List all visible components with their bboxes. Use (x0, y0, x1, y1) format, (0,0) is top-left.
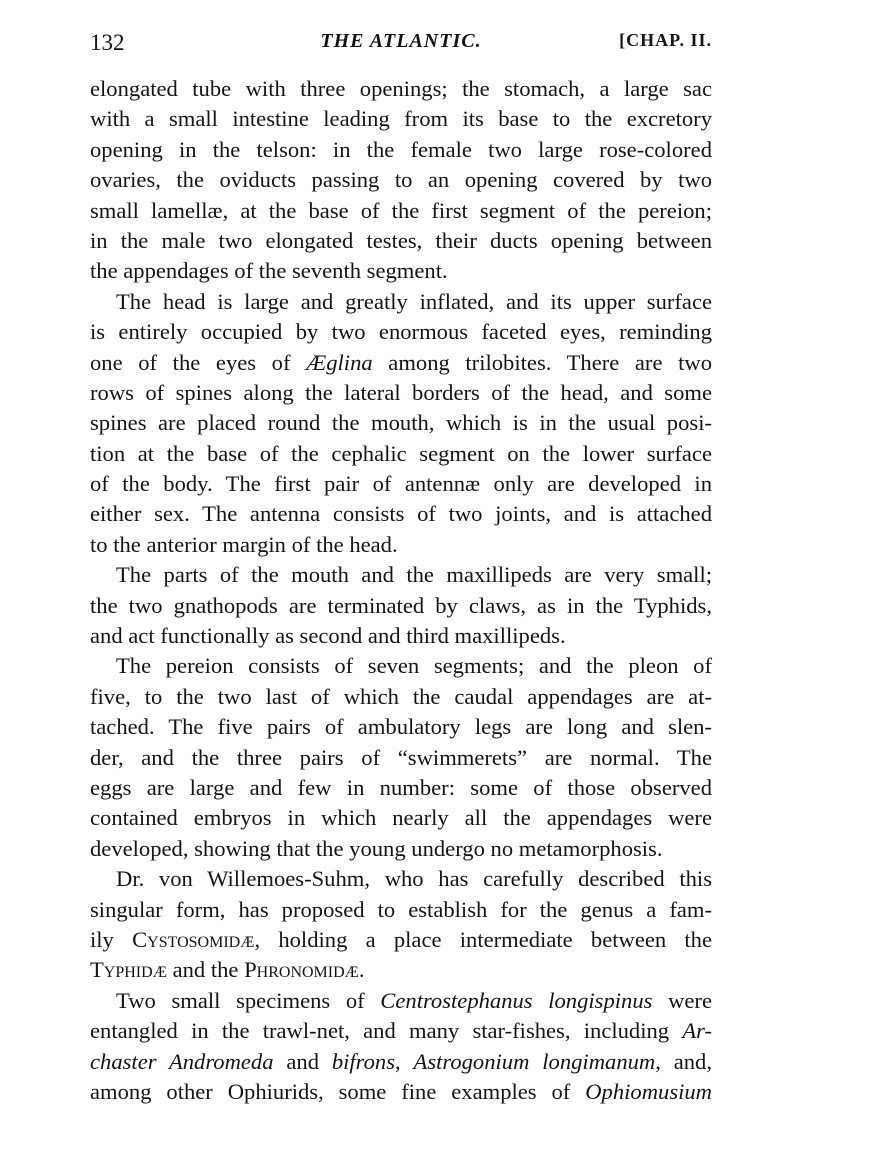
text-line: five, to the two last of which the caudal appendages are at- (90, 683, 712, 709)
text-line: contained embryos in which nearly all the appendages were (90, 805, 712, 831)
paragraph (90, 560, 712, 651)
page-number: 132 (90, 30, 125, 55)
text-line: the appendages of the seventh segment. (90, 258, 448, 284)
text-line: opening in the telson: in the female two large rose-colored (90, 136, 712, 162)
running-title: THE ATLANTIC. (320, 30, 482, 52)
paragraph (90, 74, 712, 287)
text-line: developed, showing that the young undergo no metamorphosis. (90, 835, 663, 861)
text-run: were (652, 987, 712, 1013)
text-line: tion at the base of the cephalic segment on the lower surface (90, 440, 712, 466)
paragraph (90, 864, 712, 986)
text-line (90, 348, 712, 378)
text-run: Two small specimens of (116, 987, 381, 1013)
genus-name: Ophiomusium (585, 1078, 712, 1104)
text-line (90, 986, 712, 1016)
text-line: small lamellæ, at the base of the first segment of the pereion; (90, 197, 712, 223)
text-line (90, 955, 712, 985)
text-run: entangled in the trawl-net, and many star-fishes, including (90, 1018, 683, 1044)
text-line: of the body. The first pair of antennæ only are developed in (90, 471, 712, 497)
text-line (90, 1016, 712, 1046)
text-run: and the (166, 957, 245, 983)
species-name: bifrons (331, 1048, 396, 1074)
family-name: Phronomidæ (244, 957, 359, 983)
genus-name: Æglina (306, 349, 373, 375)
text-run: ily (90, 926, 133, 952)
text-run: among trilobites. There are two (372, 349, 712, 375)
text-line: to the anterior margin of the head. (90, 531, 398, 557)
text-line: rows of spines along the lateral borders of the head, and some (90, 379, 712, 405)
chapter-reference: [CHAP. II. (619, 30, 712, 50)
text-line: spines are placed round the mouth, which is in the usual posi- (90, 410, 712, 436)
body-text (90, 74, 712, 1107)
running-head (90, 30, 712, 64)
text-line: The pereion consists of seven segments; and the pleon of (116, 653, 712, 679)
species-name: chaster Andromeda (90, 1048, 274, 1074)
text-line: ovaries, the oviducts passing to an opening covered by two (90, 167, 712, 193)
paragraph (90, 287, 712, 561)
family-name: Cystosomidæ (132, 926, 255, 952)
species-name: Centrostephanus longispinus (380, 987, 653, 1013)
text-line: the two gnathopods are terminated by claws, as in the Typhids, (90, 592, 712, 618)
species-name: Astrogonium longimanum (413, 1048, 656, 1074)
text-run: one of the eyes of (90, 349, 307, 375)
text-run: and (273, 1048, 332, 1074)
text-line (90, 1047, 712, 1077)
text-line (90, 925, 712, 955)
text-line: elongated tube with three openings; the stomach, a large sac (90, 76, 712, 101)
family-name: Typhidæ (90, 957, 167, 983)
text-run: , holding a place intermediate between the (254, 926, 713, 952)
text-line: der, and the three pairs of “swimmerets” are normal. The (90, 744, 712, 770)
text-line: singular form, has proposed to establish for the genus a fam- (90, 896, 712, 922)
text-line: Dr. von Willemoes-Suhm, who has carefully described this (116, 866, 712, 892)
text-line: eggs are large and few in number: some of those observed (90, 774, 712, 800)
text-run: , and, (655, 1048, 712, 1074)
text-line: The head is large and greatly inflated, and its upper surface (116, 288, 712, 314)
paragraph (90, 986, 712, 1108)
text-run: , (395, 1048, 414, 1074)
text-line: in the male two elongated testes, their ducts opening between (90, 227, 712, 253)
text-line: with a small intestine leading from its base to the excretory (90, 106, 712, 132)
text-line: The parts of the mouth and the maxillipeds are very small; (116, 562, 712, 588)
species-name: Ar- (682, 1018, 712, 1044)
text-line (90, 1077, 712, 1107)
text-line: and act functionally as second and third maxillipeds. (90, 623, 566, 649)
text-line: tached. The five pairs of ambulatory legs are long and slen- (90, 714, 712, 740)
text-line: either sex. The antenna consists of two joints, and is attached (90, 501, 712, 527)
paragraph (90, 651, 712, 864)
text-run: among other Ophiurids, some fine examples of (90, 1078, 586, 1104)
text-line: is entirely occupied by two enormous faceted eyes, reminding (90, 319, 712, 345)
text-run: . (358, 957, 365, 983)
